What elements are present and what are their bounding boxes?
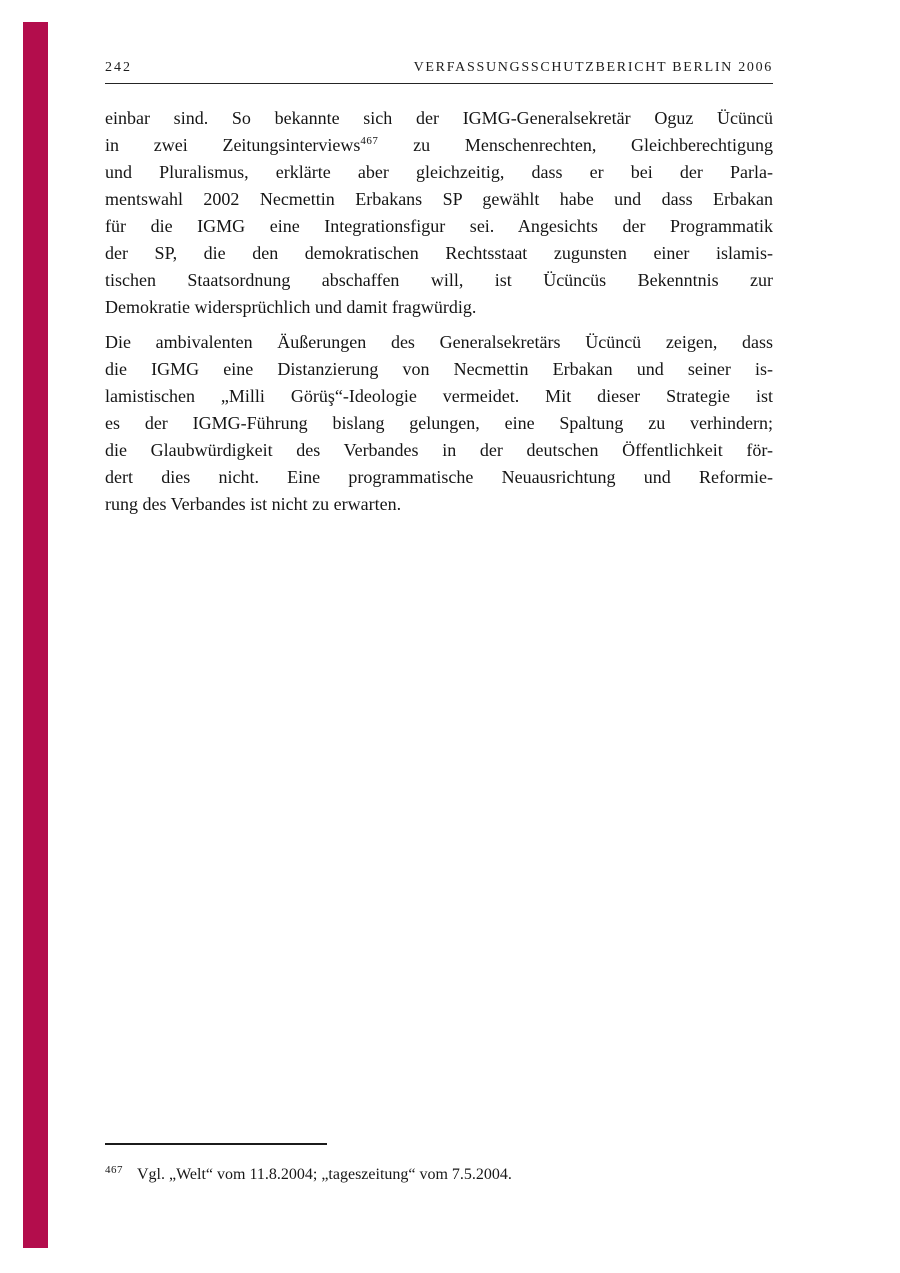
page-header <box>105 61 773 84</box>
footnote-separator <box>105 1143 327 1145</box>
paragraph-2 <box>105 329 773 518</box>
text-line: dert dies nicht. Eine programmatische Neuausrichtung und Reformie- <box>105 467 773 487</box>
text-line: Demokratie widersprüchlich und damit fragwürdig. <box>105 297 477 317</box>
footnote-number: 467 <box>105 1164 123 1176</box>
body-text <box>105 105 773 526</box>
footnote-text: Vgl. „Welt“ vom 11.8.2004; „tageszeitung“ vom 7.5.2004. <box>137 1166 512 1183</box>
text-line: mentswahl 2002 Necmettin Erbakans SP gewählt habe und dass Erbakan <box>105 189 773 209</box>
text-line: lamistischen „Milli Görüş“-Ideologie vermeidet. Mit dieser Strategie ist <box>105 386 773 406</box>
text-line: einbar sind. So bekannte sich der IGMG-Generalsekretär Oguz Ücüncü <box>105 108 773 128</box>
text-line: die IGMG eine Distanzierung von Necmettin Erbakan und seiner is- <box>105 359 773 379</box>
footnote <box>105 1165 773 1185</box>
footnote-area <box>105 1143 773 1185</box>
accent-bar <box>23 22 48 1248</box>
text-line: Die ambivalenten Äußerungen des Generalsekretärs Ücüncü zeigen, dass <box>105 332 773 352</box>
paragraph-1 <box>105 105 773 321</box>
text-line: der SP, die den demokratischen Rechtsstaat zugunsten einer islamis- <box>105 243 773 263</box>
text-line: tischen Staatsordnung abschaffen will, ist Ücüncüs Bekenntnis zur <box>105 270 773 290</box>
running-title: VERFASSUNGSSCHUTZBERICHT BERLIN 2006 <box>413 60 773 75</box>
page-number: 242 <box>105 60 132 75</box>
text-line: die Glaubwürdigkeit des Verbandes in der deutschen Öffentlichkeit för- <box>105 440 773 460</box>
text-line: für die IGMG eine Integrationsfigur sei. Angesichts der Programmatik <box>105 216 773 236</box>
text-line: es der IGMG-Führung bislang gelungen, eine Spaltung zu verhindern; <box>105 413 773 433</box>
text-line: in zwei Zeitungsinterviews$^{467}$ zu Menschenrechten, Gleichberechtigung <box>105 135 773 155</box>
footnote-reference: 467 <box>360 135 379 147</box>
text-line: und Pluralismus, erklärte aber gleichzeitig, dass er bei der Parla- <box>105 162 773 182</box>
text-line: rung des Verbandes ist nicht zu erwarten. <box>105 494 402 514</box>
